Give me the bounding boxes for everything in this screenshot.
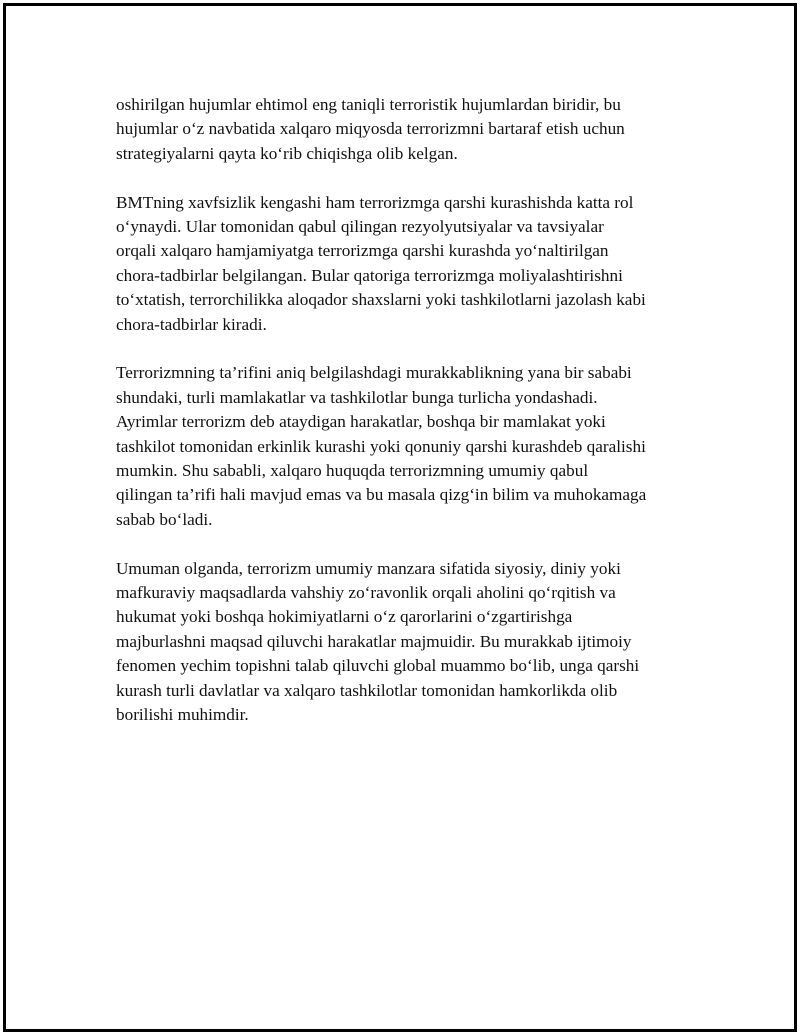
text-line: sabab bo‘ladi.	[116, 509, 213, 529]
text-line: chora-tadbirlar belgilangan. Bular qatoriga terrorizmga moliyalashtirishni	[116, 265, 623, 285]
text-line: fenomen yechim topishni talab qiluvchi global muammo bo‘lib, unga qarshi	[116, 656, 640, 676]
text-line: mumkin. Shu sababli, xalqaro huquqda terrorizmning umumiy qabul	[116, 461, 589, 481]
text-line: to‘xtatish, terrorchilikka aloqador shaxslarni yoki tashkilotlarni jazolash kabi	[116, 290, 646, 310]
text-line: o‘ynaydi. Ular tomonidan qabul qilingan rezyolyutsiyalar va tavsiyalar	[116, 217, 604, 237]
document-body	[116, 93, 696, 752]
text-line: orqali xalqaro hamjamiyatga terrorizmga qarshi kurashda yo‘naltirilgan	[116, 241, 609, 261]
paragraph-3	[116, 361, 696, 532]
text-line: oshirilgan hujumlar ehtimol eng taniqli terroristik hujumlardan biridir, bu	[116, 95, 621, 114]
text-line: chora-tadbirlar kiradi.	[116, 314, 267, 334]
text-line: Ayrimlar terrorizm deb ataydigan harakatlar, boshqa bir mamlakat yoki	[116, 412, 606, 432]
text-line: borilishi muhimdir.	[116, 705, 249, 725]
text-line: tashkilot tomonidan erkinlik kurashi yoki qonuniy qarshi kurashdeb qaralishi	[116, 436, 646, 456]
text-line: shundaki, turli mamlakatlar va tashkilotlar bunga turlicha yondashadi.	[116, 387, 598, 407]
text-line: BMTning xavfsizlik kengashi ham terrorizmga qarshi kurashishda katta rol	[116, 192, 634, 212]
text-line: strategiyalarni qayta ko‘rib chiqishga olib kelgan.	[116, 143, 458, 163]
text-line: hukumat yoki boshqa hokimiyatlarni o‘z qarorlarini o‘zgartirishga	[116, 607, 573, 627]
text-line: mafkuraviy maqsadlarda vahshiy zo‘ravonlik orqali aholini qo‘rqitish va	[116, 583, 616, 603]
paragraph-1	[116, 93, 696, 166]
paragraph-4	[116, 557, 696, 728]
text-line: kurash turli davlatlar va xalqaro tashkilotlar tomonidan hamkorlikda olib	[116, 680, 618, 700]
text-line: qilingan ta’rifi hali mavjud emas va bu masala qizg‘in bilim va muhokamaga	[116, 485, 647, 505]
paragraph-2	[116, 191, 696, 337]
text-line: Terrorizmning ta’rifini aniq belgilashdagi murakkablikning yana bir sababi	[116, 363, 632, 383]
text-line: majburlashni maqsad qiluvchi harakatlar majmuidir. Bu murakkab ijtimoiy	[116, 631, 632, 651]
text-line: Umuman olganda, terrorizm umumiy manzara sifatida siyosiy, diniy yoki	[116, 558, 621, 578]
text-line: hujumlar o‘z navbatida xalqaro miqyosda terrorizmni bartaraf etish uchun	[116, 119, 625, 139]
